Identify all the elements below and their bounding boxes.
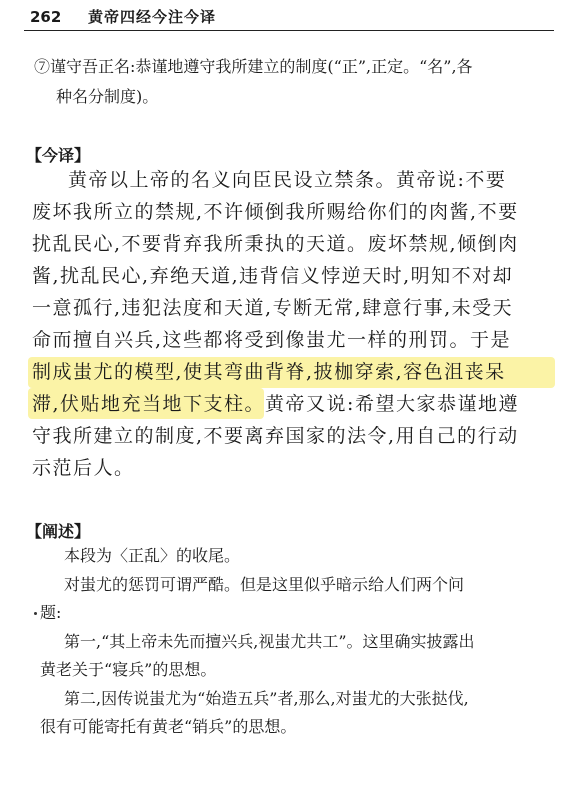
- footnote-7: [34, 52, 534, 112]
- section-title-commentary: 【阐述】: [26, 522, 91, 541]
- page-header: [24, 4, 554, 31]
- commentary-line: 题:: [40, 603, 62, 622]
- translation-line-highlighted: 滞,伏贴地充当地下支柱。黄帝又说:希望大家恭谨地遵: [32, 393, 519, 415]
- commentary-line: 本段为〈正乱〉的收尾。: [64, 546, 241, 565]
- page-number: 262: [30, 8, 62, 26]
- translation-line: 守我所建立的制度,不要离弃国家的法令,用自己的行动: [32, 425, 519, 447]
- commentary-body: [40, 542, 540, 742]
- translation-line: 一意孤行,违犯法度和天道,专断无常,肆意行事,未受天: [32, 297, 514, 319]
- commentary-line: 第二,因传说蚩尤为“始造五兵”者,那么,对蚩尤的大张挞伐,: [64, 688, 469, 708]
- translation-line: 废坏我所立的禁规,不许倾倒我所赐给你们的肉酱,不要: [32, 201, 519, 223]
- translation-line: 命而擅自兴兵,这些都将受到像蚩尤一样的刑罚。于是: [32, 329, 512, 351]
- translation-line: 黄帝以上帝的名义向臣民设立禁条。黄帝说:不要: [68, 169, 507, 191]
- commentary-line: 第一,“其上帝未先而擅兴兵,视蚩尤共工”。这里确实披露出: [64, 631, 475, 651]
- running-title: 黄帝四经今注今译: [88, 8, 217, 26]
- section-title-translation: 【今译】: [26, 146, 91, 165]
- margin-dot: [34, 612, 37, 615]
- commentary-line: 黄老关于“寝兵”的思想。: [40, 660, 217, 679]
- commentary-line: 对蚩尤的惩罚可谓严酷。但是这里似乎暗示给人们两个问: [64, 574, 465, 594]
- footnote-line: 种名分制度)。: [56, 87, 159, 106]
- translation-body: [32, 164, 548, 484]
- commentary-line: 很有可能寄托有黄老“销兵”的思想。: [40, 717, 297, 736]
- translation-line-highlighted: 制成蚩尤的模型,使其弯曲背脊,披枷穿索,容色沮丧呆: [32, 361, 506, 383]
- translation-line: 酱,扰乱民心,弃绝天道,违背信义悖逆天时,明知不对却: [32, 265, 514, 287]
- translation-line: 示范后人。: [32, 457, 135, 479]
- footnote-line: ⑦谨守吾正名:恭谨地遵守我所建立的制度(“正”,正定。“名”,各: [34, 57, 473, 76]
- translation-line: 扰乱民心,不要背弃我所秉执的天道。废坏禁规,倾倒肉: [32, 233, 519, 255]
